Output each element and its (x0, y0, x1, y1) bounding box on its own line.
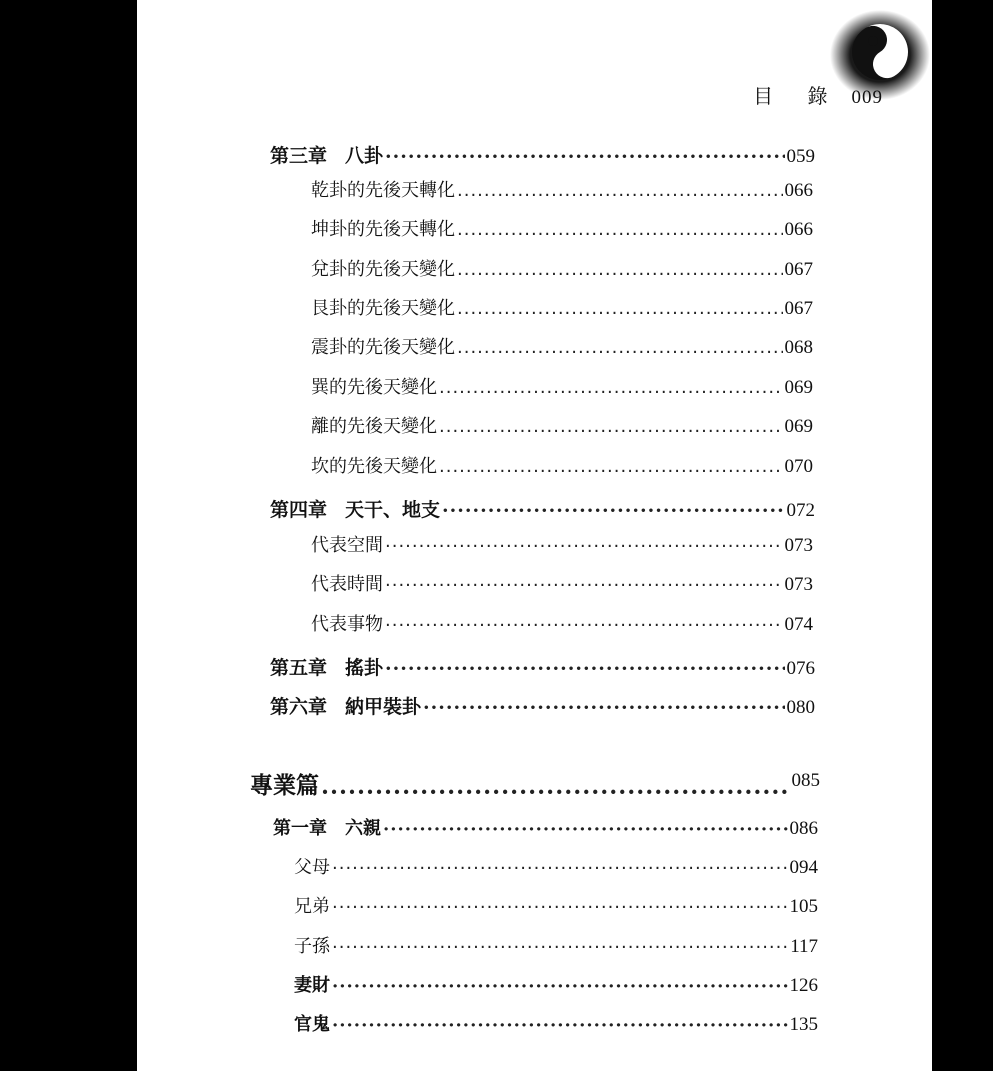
toc-chapter[interactable] (270, 689, 815, 719)
leader-dots (439, 421, 783, 442)
page-number: 135 (789, 1014, 818, 1035)
page-number: 073 (784, 535, 813, 556)
toc-entry[interactable] (311, 527, 813, 557)
leader-dots (423, 697, 784, 719)
chapter-title: 納甲裝卦 (345, 696, 422, 718)
toc-entry[interactable] (294, 849, 818, 879)
page-number: 072 (786, 500, 815, 521)
entry-title: 離的先後天變化 (311, 416, 437, 437)
page-number: 076 (786, 658, 815, 679)
leader-dots (442, 500, 784, 522)
leader-dots (457, 185, 783, 206)
chapter-title: 搖卦 (345, 657, 384, 679)
leader-dots (457, 264, 783, 285)
leader-dots (457, 342, 783, 363)
leader-dots (385, 536, 783, 557)
entry-title: 代表事物 (311, 614, 383, 635)
entry-title: 坤卦的先後天轉化 (311, 219, 455, 240)
page-number: 066 (784, 219, 813, 240)
page-number: 117 (790, 936, 818, 957)
entry-title: 兄弟 (294, 896, 330, 917)
leader-dots (332, 858, 788, 879)
page-number: 094 (789, 857, 818, 878)
page-number: 080 (786, 697, 815, 718)
toc-section[interactable] (250, 766, 820, 800)
leader-dots (385, 658, 784, 680)
toc-entry[interactable] (294, 967, 818, 997)
chapter-number: 第一章 (273, 818, 327, 839)
leader-dots (385, 615, 783, 636)
entry-title: 乾卦的先後天轉化 (311, 180, 455, 201)
page-number: 085 (791, 770, 820, 791)
page-number: 073 (784, 574, 813, 595)
page-number: 126 (789, 975, 818, 996)
chapter-title: 天干、地支 (345, 499, 441, 521)
leader-dots (439, 461, 783, 482)
page-number: 086 (789, 818, 818, 839)
toc-entry[interactable] (311, 172, 813, 202)
page-number: 068 (784, 337, 813, 358)
leader-dots (332, 976, 788, 997)
page-header (753, 80, 883, 109)
toc-chapter[interactable] (270, 650, 815, 680)
leader-dots (385, 146, 784, 168)
leader-dots (332, 1015, 788, 1036)
header-label: 目 錄 (753, 84, 842, 108)
entry-title: 父母 (294, 857, 330, 878)
toc-entry[interactable] (311, 448, 813, 478)
toc-chapter[interactable] (270, 138, 815, 168)
entry-title: 坎的先後天變化 (311, 456, 437, 477)
toc-entry[interactable] (294, 1006, 818, 1036)
page-number: 069 (784, 377, 813, 398)
toc-entry[interactable] (294, 888, 818, 918)
page-number: 067 (784, 259, 813, 280)
page-number: 069 (784, 416, 813, 437)
leader-dots (383, 819, 788, 840)
toc-entry[interactable] (311, 211, 813, 241)
toc-entry[interactable] (311, 251, 813, 281)
page-number: 105 (789, 896, 818, 917)
chapter-title: 八卦 (345, 145, 384, 167)
entry-title: 官鬼 (294, 1014, 330, 1035)
entry-title: 震卦的先後天變化 (311, 337, 455, 358)
entry-title: 子孫 (294, 936, 330, 957)
leader-dots (439, 382, 783, 403)
header-page-number: 009 (851, 87, 883, 108)
page-number: 070 (784, 456, 813, 477)
toc-entry[interactable] (311, 290, 813, 320)
toc-entry[interactable] (311, 408, 813, 438)
chapter-number: 第五章 (270, 657, 328, 679)
leader-dots (332, 897, 788, 918)
page-number: 066 (784, 180, 813, 201)
toc-entry[interactable] (311, 606, 813, 636)
entry-title: 艮卦的先後天變化 (311, 298, 455, 319)
page-number: 074 (784, 614, 813, 635)
toc-entry[interactable] (294, 928, 818, 958)
entry-title: 代表空間 (311, 535, 383, 556)
chapter-title: 六親 (345, 818, 381, 839)
page-number: 059 (786, 146, 815, 167)
entry-title: 代表時間 (311, 574, 383, 595)
toc-chapter[interactable] (273, 810, 818, 840)
chapter-number: 第四章 (270, 499, 328, 521)
leader-dots (321, 779, 790, 806)
toc-chapter[interactable] (270, 492, 815, 522)
entry-title: 兌卦的先後天變化 (311, 259, 455, 280)
leader-dots (457, 224, 783, 245)
entry-title: 巽的先後天變化 (311, 377, 437, 398)
leader-dots (385, 575, 783, 596)
page-number: 067 (784, 298, 813, 319)
leader-dots (332, 937, 788, 958)
toc-entry[interactable] (311, 369, 813, 399)
chapter-number: 第六章 (270, 696, 328, 718)
toc-entry[interactable] (311, 329, 813, 359)
chapter-number: 第三章 (270, 145, 328, 167)
entry-title: 妻財 (294, 975, 330, 996)
section-title: 專業篇 (250, 772, 319, 799)
toc-entry[interactable] (311, 566, 813, 596)
leader-dots (457, 303, 783, 324)
